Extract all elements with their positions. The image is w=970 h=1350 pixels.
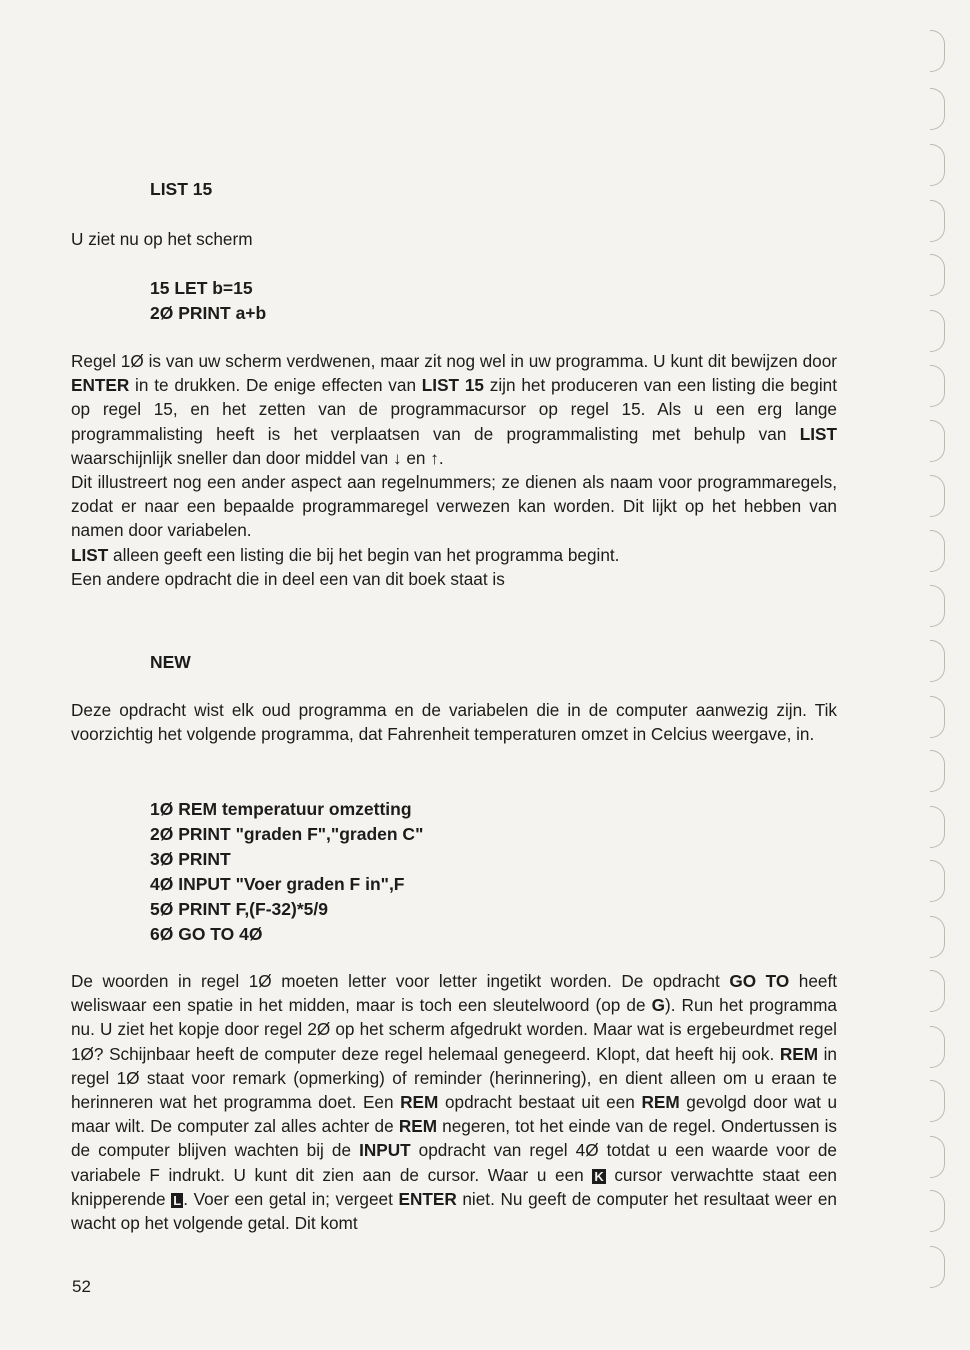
listing-2	[150, 797, 423, 947]
page-number: 52	[72, 1277, 91, 1296]
down-arrow-icon: ↓	[392, 447, 402, 468]
heading-new: NEW	[150, 652, 191, 672]
l-cursor-icon: L	[173, 1192, 182, 1208]
paragraph-regelnummers: Dit illustreert nog een ander aspect aan regelnummers; ze dienen als naam voor programmaregels, zodat er naar een bepaalde programmaregel verwezen kan worden. Dit lijkt op het hebben van namen door variabelen.	[71, 472, 837, 541]
k-cursor-icon: K	[594, 1168, 604, 1184]
paragraph-deze-opdracht: Deze opdracht wist elk oud programma en de variabelen die in de computer aanwezig zijn. Tik voorzichtig het volgende programma, dat Fahrenheit temperaturen omzet in Celcius weergave, in.	[71, 700, 837, 745]
paragraph-block-1	[71, 349, 837, 591]
up-arrow-icon: ↑	[430, 447, 439, 468]
paragraph-andere-opdracht: Een andere opdracht die in deel een van dit boek staat is	[71, 568, 505, 589]
heading-list-15: LIST 15	[150, 179, 213, 199]
paragraph-regel-10: Regel 1Ø is van uw scherm verdwenen, maar zit nog wel in uw programma. U kunt dit bewijzen door ENTER in te drukken. De enige effecten van LIST 15 zijn het produceren van een listing die begint op regel 15, en het zetten van de programmacursor op regel 15. Als u een erg lange programmalisting heeft is het verplaatsen van de programmalisting met behulp van LIST waarschijnlijk sneller dan door middel van ↓ en ↑.	[71, 351, 837, 468]
paragraph-block-2	[71, 698, 837, 746]
spiral-binding-holes	[922, 20, 952, 1320]
listing-2-line: 3Ø PRINT	[150, 849, 231, 869]
listing-2-line: 6Ø GO TO 4Ø	[150, 924, 263, 944]
listing-2-line: 4Ø INPUT "Voer graden F in",F	[150, 874, 405, 894]
intro-line: U ziet nu op het scherm	[71, 229, 253, 249]
listing-1-line: 15 LET b=15	[150, 278, 253, 298]
paragraph-block-3	[71, 969, 837, 1235]
paragraph-list-alleen: LIST alleen geeft een listing die bij het begin van het programma begint.	[71, 544, 620, 565]
listing-2-line: 1Ø REM temperatuur omzetting	[150, 799, 412, 819]
listing-1	[150, 276, 266, 326]
listing-2-line: 5Ø PRINT F,(F-32)*5/9	[150, 899, 328, 919]
paragraph-de-woorden: De woorden in regel 1Ø moeten letter voor letter ingetikt worden. De opdracht GO TO heeft weliswaar een spatie in het midden, maar is toch een sleutelwoord (op de G). Run het programma nu. U ziet het kopje door regel 2Ø op het scherm afgedrukt worden. Maar wat is ergebeurdmet regel 1Ø? Schijnbaar heeft de computer deze regel helemaal genegeerd. Klopt, dat heeft hij ook. REM in regel 1Ø staat voor remark (opmerking) of reminder (herinnering), en dient alleen om u eraan te herinneren wat het programma doet. Een REM opdracht bestaat uit een REM gevolgd door wat u maar wilt. De computer zal alles achter de REM negeren, tot het einde van de regel. Ondertussen is de computer blijven wachten bij de INPUT opdracht van regel 4Ø totdat u een waarde voor de variabele F indrukt. U kunt dit zien aan de cursor. Waar u een K cursor verwachtte staat een knipperende L . Voer een getal in; vergeet ENTER niet. Nu geeft de computer het resultaat weer en wacht op het volgende getal. Dit komt	[71, 971, 838, 1234]
listing-2-line: 2Ø PRINT "graden F","graden C"	[150, 824, 424, 844]
listing-1-line: 2Ø PRINT a+b	[150, 303, 267, 323]
intro-text	[71, 227, 837, 251]
